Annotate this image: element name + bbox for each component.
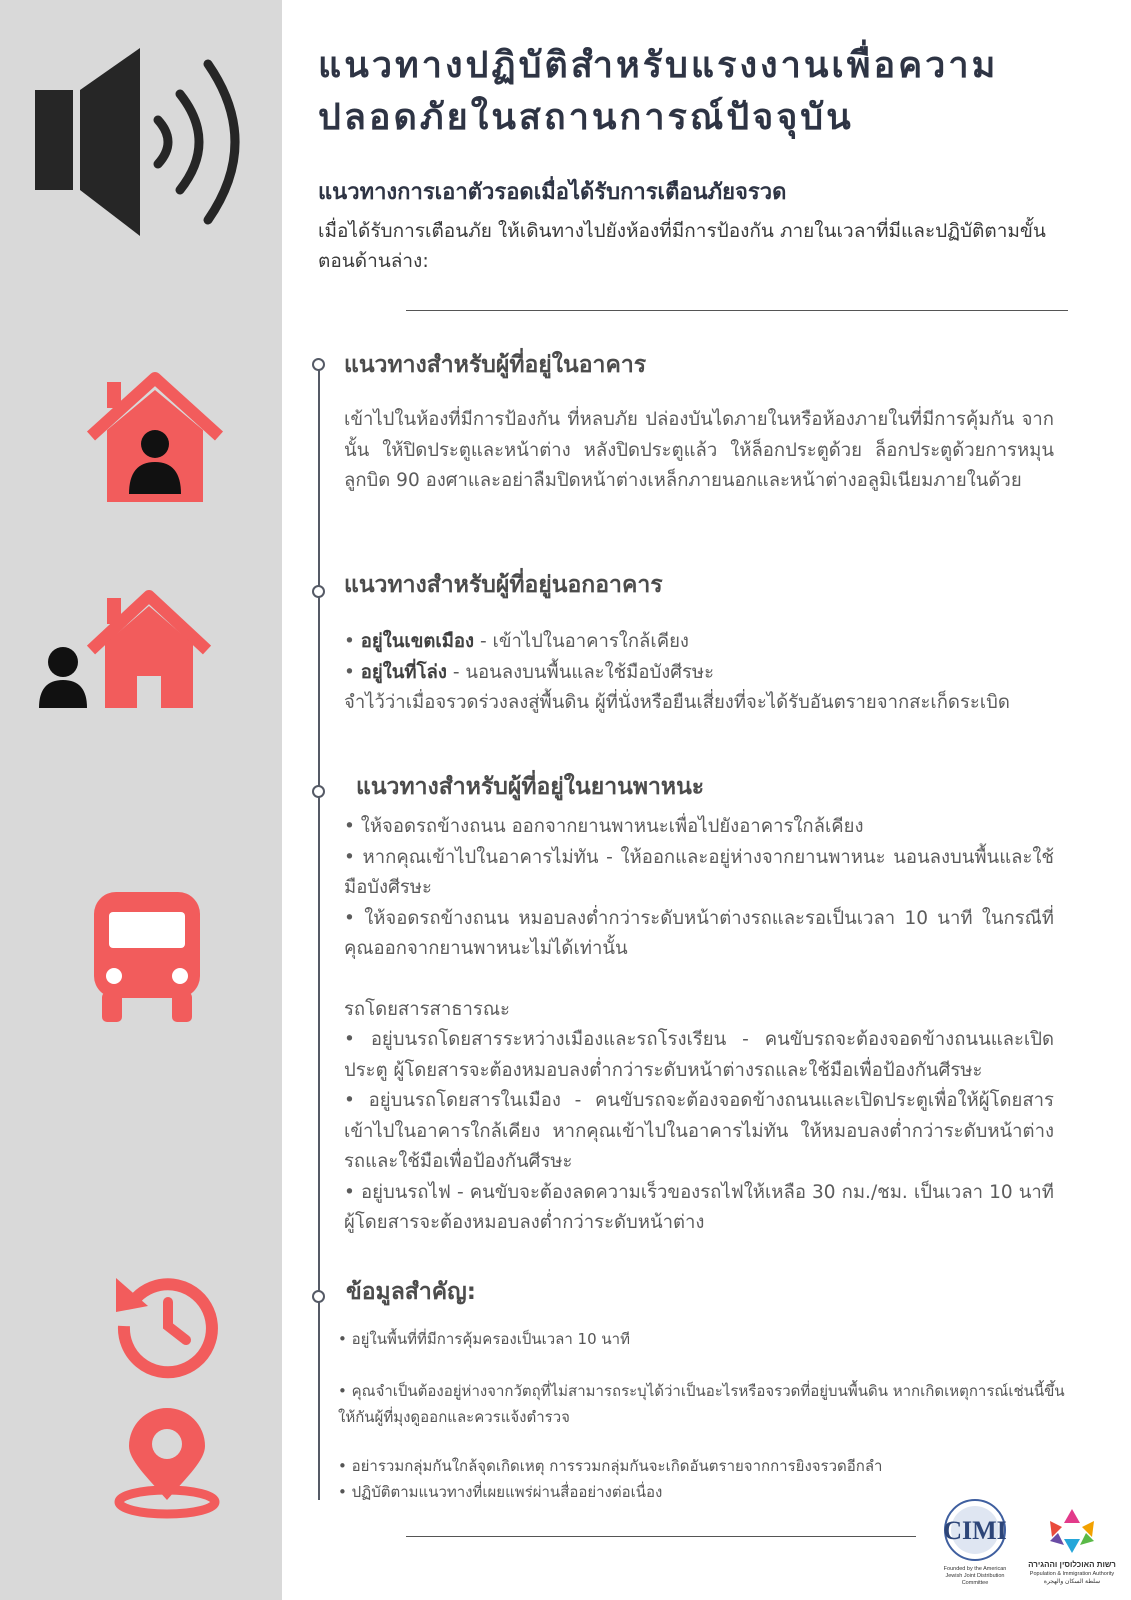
list-item: • อยู่ในที่โล่ง - นอนลงบนพื้นและใช้มือบังศีรษะ — [344, 661, 715, 683]
timeline-dot — [312, 785, 325, 798]
cimi-caption: Founded by the American Jewish Joint Distribution Committee — [943, 1566, 1007, 1586]
list-item: • อยู่บนรถโดยสารในเมือง - คนขับรถจะต้องจอดข้างถนนและเปิดประตูเพื่อให้ผู้โดยสารเข้าไปในอาคารใกล้เคียง หากคุณเข้าไปในอาคารไม่ทัน ให้หมอบลงต่ำกว่าระดับหน้าต่างรถและใช้มือเพื่อป้องกันศีรษะ — [344, 1090, 1054, 1172]
list-item: • ให้จอดรถข้างถนน ออกจากยานพาหนะเพื่อไปยังอาคารใกล้เคียง — [344, 816, 864, 837]
section-body-indoors: เข้าไปในห้องที่มีการป้องกัน ที่หลบภัย ปล่องบันไดภายในหรือห้องภายในที่มีการคุ้มกัน จากนั้น ให้ปิดประตูและหน้าต่าง หลังปิดประตูแล้ว ให้ล็อกประตูด้วย ล็อกประตูด้วยการหมุนลูกบิด 90 องศาและอย่าลืมปิดหน้าต่างเหล็กภายนอกและหน้าต่างอลูมิเนียมภายในด้วย — [344, 409, 1054, 491]
timeline-dot — [312, 1290, 325, 1303]
important-item: • อย่ารวมกลุ่มกันใกล้จุดเกิดเหตุ การรวมกลุ่มกันจะเกิดอันตรายจากการยิงจรวดอีกลำ — [338, 1457, 883, 1475]
section-title-vehicle: แนวทางสำหรับผู้ที่อยู่ในยานพาหนะ — [356, 774, 705, 800]
bus-icon — [92, 888, 202, 1024]
list-item: • อยู่บนรถโดยสารระหว่างเมืองและรถโรงเรียน - คนขับรถจะต้องจอดข้างถนนและเปิดประตู ผู้โดยสารจะต้องหมอบลงต่ำกว่าระดับหน้าต่างรถและใช้มือเพื่อป้องกันศีรษะ — [344, 1029, 1054, 1081]
title-line-1: แนวทางปฏิบัติสำหรับแรงงานเพื่อความ — [318, 45, 999, 86]
list-item: • หากคุณเข้าไปในอาคารไม่ทัน - ให้ออกและอยู่ห่างจากยานพาหนะ นอนลงบนพื้นและใช้มือบังศีรษะ — [344, 846, 1054, 898]
list-item: • ให้จอดรถข้างถนน หมอบลงต่ำกว่าระดับหน้าต่างรถและรอเป็นเวลา 10 นาที ในกรณีที่คุณออกจากยานพาหนะไม่ได้เท่านั้น — [344, 907, 1054, 959]
bottom-divider — [406, 1536, 916, 1537]
open-area-label: อยู่ในที่โล่ง — [360, 661, 447, 683]
urban-label: อยู่ในเขตเมือง — [360, 631, 475, 652]
pia-star-emblem — [1022, 1505, 1122, 1555]
spacer — [344, 965, 1054, 995]
location-pin-icon — [112, 1406, 222, 1522]
person-in-house-icon — [85, 372, 225, 508]
section-body-vehicle — [344, 812, 1054, 1239]
open-area-text: - นอนลงบนพื้นและใช้มือบังศีรษะ — [452, 661, 715, 683]
public-transport-label: รถโดยสารสาธารณะ — [344, 998, 510, 1020]
speaker-icon — [30, 42, 260, 242]
outdoors-note: จำไว้ว่าเมื่อจรวดร่วงลงสู่พื้นดิน ผู้ที่นั่งหรือยืนเสี่ยงที่จะได้รับอันตรายจากสะเก็ดระเบิด — [344, 692, 1010, 713]
important-item: • ปฏิบัติตามแนวทางที่เผยแพร่ผ่านสื่ออย่างต่อเนื่อง — [338, 1483, 663, 1501]
cimi-logo — [930, 1498, 1020, 1596]
section-title-indoors: แนวทางสำหรับผู้ที่อยู่ในอาคาร — [344, 352, 647, 378]
person-outside-house-icon — [35, 590, 215, 720]
timeline-dot — [312, 585, 325, 598]
cimi-emblem — [930, 1498, 1020, 1562]
section-title-outdoors: แนวทางสำหรับผู้ที่อยู่นอกอาคาร — [344, 572, 663, 598]
list-item: • อยู่บนรถไฟ - คนขับจะต้องลดความเร็วของรถไฟให้เหลือ 30 กม./ชม. เป็นเวลา 10 นาที ผู้โดยสารจะต้องหมอบลงต่ำกว่าระดับหน้าต่าง — [344, 1181, 1054, 1233]
section-body-outdoors — [344, 627, 1064, 719]
important-item: • อยู่ในพื้นที่ที่มีการคุ้มครองเป็นเวลา 10 นาที — [338, 1330, 630, 1348]
title-line-2: ปลอดภัยในสถานการณ์ปัจจุบัน — [318, 97, 854, 138]
pia-arabic-name: سلطة السكان والهجرة — [1043, 1579, 1101, 1585]
timeline-dot — [312, 358, 325, 371]
sidebar — [0, 0, 282, 1600]
cimi-text: CIMI — [943, 1516, 1007, 1545]
page-subtitle: แนวทางการเอาตัวรอดเมื่อได้รับการเตือนภัยจรวด — [318, 180, 787, 205]
intro-text: เมื่อได้รับการเตือนภัย ให้เดินทางไปยังห้องที่มีการป้องกัน ภายในเวลาที่มีและปฏิบัติตามขั้นตอนด้านล่าง: — [318, 220, 1046, 272]
pia-english-name: Population & Immigration Authority — [1029, 1571, 1115, 1577]
top-divider — [406, 310, 1068, 311]
important-item: • คุณจำเป็นต้องอยู่ห่างจากวัตถุที่ไม่สามารถระบุได้ว่าเป็นอะไรหรือจรวดที่อยู่บนพื้นดิน หากเกิดเหตุการณ์เช่นนี้ขึ้น ให้กันผู้ที่มุงดูออกและควรแจ้งตำรวจ — [338, 1382, 1065, 1426]
page-title — [318, 40, 1098, 144]
history-clock-icon — [110, 1268, 225, 1380]
urban-text: - เข้าไปในอาคารใกล้เคียง — [479, 631, 689, 652]
timeline-line — [318, 362, 320, 1500]
pia-hebrew-name: רשות האוכלוסין וההגירה — [1028, 1560, 1116, 1569]
section-title-important: ข้อมูลสำคัญ: — [346, 1279, 476, 1305]
pia-logo — [1022, 1505, 1122, 1595]
list-item: • อยู่ในเขตเมือง - เข้าไปในอาคารใกล้เคียง — [344, 631, 689, 652]
